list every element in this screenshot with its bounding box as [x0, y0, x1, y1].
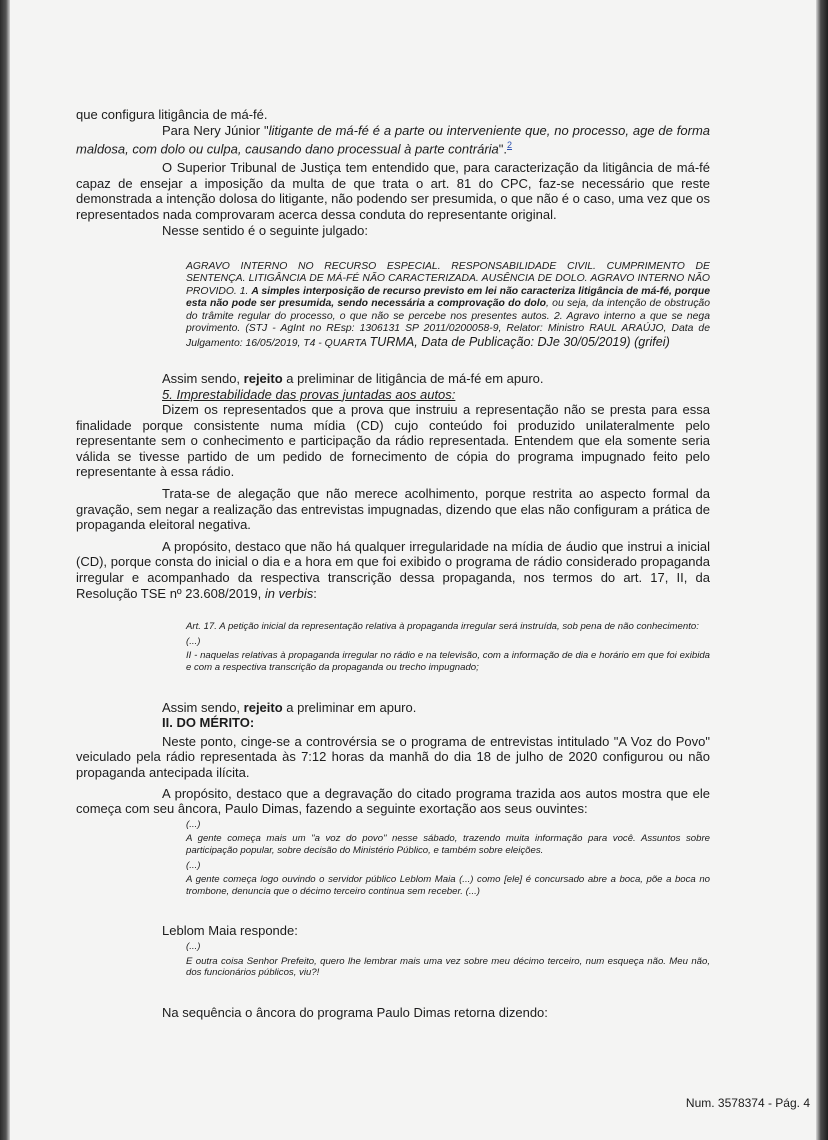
quote-line: E outra coisa Senhor Prefeito, quero lhe lembrar mais uma vez sobre meu décimo terceiro, num esqueça não. Meu não, dos funcionários públicos, viu?!: [186, 955, 710, 979]
citation-transcricao-2: [76, 941, 710, 979]
quote-line: A gente começa mais um "a voz do povo" nesse sábado, trazendo muita informação para você. Assuntos sobre participação popular, sobre decisão do Ministério Público, e também sobre eleições.: [186, 833, 710, 856]
citation-transcricao-1: [76, 819, 710, 898]
paragraph-stj: O Superior Tribunal de Justiça tem entendido que, para caracterização da litigância de má-fé capaz de ensejar a imposição da multa de que trata o art. 81 do CPC, faz-se necessário que reste demonstrada a intenção dolosa do litigante, não podendo ser presumida, o que não é o caso, uma vez que os representados nada comprovaram acerca dessa conduta do representante original.: [76, 160, 710, 222]
quote-line: (...): [186, 940, 201, 952]
document-page: [76, 107, 710, 1020]
paragraph-julgado: Nesse sentido é o seguinte julgado:: [162, 223, 368, 239]
paragraph-nery: Para Nery Júnior "litigante de má-fé é a parte ou interveniente que, no processo, age de forma maldosa, com dolo ou culpa, causando dano processual à parte contrária".$^2$: [76, 122, 711, 157]
quote-line: (...): [186, 635, 201, 647]
quote-line: Art. 17. A petição inicial da representação relativa à propaganda irregular será instruída, sob pena de não conhecimento:: [186, 621, 699, 633]
paragraph-trata-se: Trata-se de alegação que não merece acolhimento, porque restrita ao aspecto formal da gravação, sem negar a realização das entrevistas impugnadas, dizendo que elas não configuram a prática de propaganda eleitoral negativa.: [76, 486, 710, 533]
paragraph-neste-ponto: Neste ponto, cinge-se a controvérsia se o programa de entrevistas intitulado "A Voz do Povo" veiculado pela rádio representada às 7:12 horas da manhã do dia 18 de julho de 2020 configurou ou não propaganda antecipada ilícita.: [76, 733, 710, 780]
paragraph-sequencia: Na sequência o âncora do programa Paulo Dimas retorna dizendo:: [162, 1004, 548, 1020]
citation-stj: AGRAVO INTERNO NO RECURSO ESPECIAL. RESPONSABILIDADE CIVIL. CUMPRIMENTO DE SENTENÇA. LITIGÂNCIA DE MÁ-FÉ NÃO CARACTERIZADA. AUSÊNCIA DE DOLO. AGRAVO INTERNO NÃO PROVIDO. 1. A simples interposição de recurso previsto em lei não caracteriza litigância de má-fé, porque esta não pode ser presumida, sendo necessária a comprovação do dolo, ou seja, da intenção de obstrução do trâmite regular do processo, o que não se percebe nos presentes autos. 2. Agravo interno a que se nega provimento. (STJ - AgInt no REsp: 1306131 SP 2011/0200058-9, Relator: Ministro RAUL ARAÚJO, Data de Julgamento: 16/05/2019, T4 - QUARTA TURMA, Data de Publicação: DJe 30/05/2019) (grifei): [186, 261, 710, 349]
section-heading-merito: II. DO MÉRITO:: [162, 715, 255, 731]
page-edge-right: [816, 0, 828, 1140]
citation-resolucao: [76, 621, 710, 673]
paragraph-proposito: A propósito, destaco que não há qualquer irregularidade na mídia de áudio que instrui a inicial (CD), porque consta do inicial o dia e a hora em que foi exibido o programa de rádio considerado propaganda irregular e acompanhado da respectiva transcrição dessa propaganda, nos termos do art. 17, II, da Resolução TSE nº 23.608/2019, in verbis:: [76, 538, 710, 601]
page-number: Num. 3578374 - Pág. 4: [685, 1096, 810, 1110]
paragraph-degravacao: A propósito, destaco que a degravação do citado programa trazida aos autos mostra que ele começa com seu âncora, Paulo Dimas, fazendo a seguinte exortação aos seus ouvintes:: [76, 785, 710, 817]
section-heading-5: 5. Imprestabilidade das provas juntadas aos autos:: [162, 386, 456, 402]
footnote-link[interactable]: 2: [507, 140, 513, 151]
paragraph-rejeito-1: Assim sendo, rejeito a preliminar de litigância de má-fé em apuro.: [162, 370, 544, 386]
quote-line: II - naquelas relativas à propaganda irregular no rádio e na televisão, com a informação de dia e horário em que foi exibida e com a respectiva transcrição da propaganda ou trecho impugnado;: [186, 650, 710, 674]
quote-line: A gente começa logo ouvindo o servidor público Leblom Maia (...) como [ele] é concursado abre a boca, põe a boca no trombone, denuncia que o décimo terceiro continua sem receber. (...): [186, 874, 710, 897]
paragraph-dizem: Dizem os representados que a prova que instruiu a representação não se presta para essa finalidade porque consistente numa mídia (CD) cujo conteúdo foi produzido unilateralmente pelo representante sem o conhecimento e participação da rádio representada. Entendem que ela somente seria válida se tivesse partido de um pedido de fornecimento de cópia do programa impugnado feito pelo representante à essa rádio.: [76, 402, 710, 480]
paragraph-leblom: Leblom Maia responde:: [162, 923, 298, 939]
quote-line: (...): [186, 818, 201, 830]
page-edge-left: [0, 0, 10, 1140]
paragraph-rejeito-2: Assim sendo, rejeito a preliminar em apuro.: [162, 699, 417, 715]
quote-line: (...): [186, 859, 201, 871]
paragraph: que configura litigância de má-fé.: [76, 107, 268, 122]
